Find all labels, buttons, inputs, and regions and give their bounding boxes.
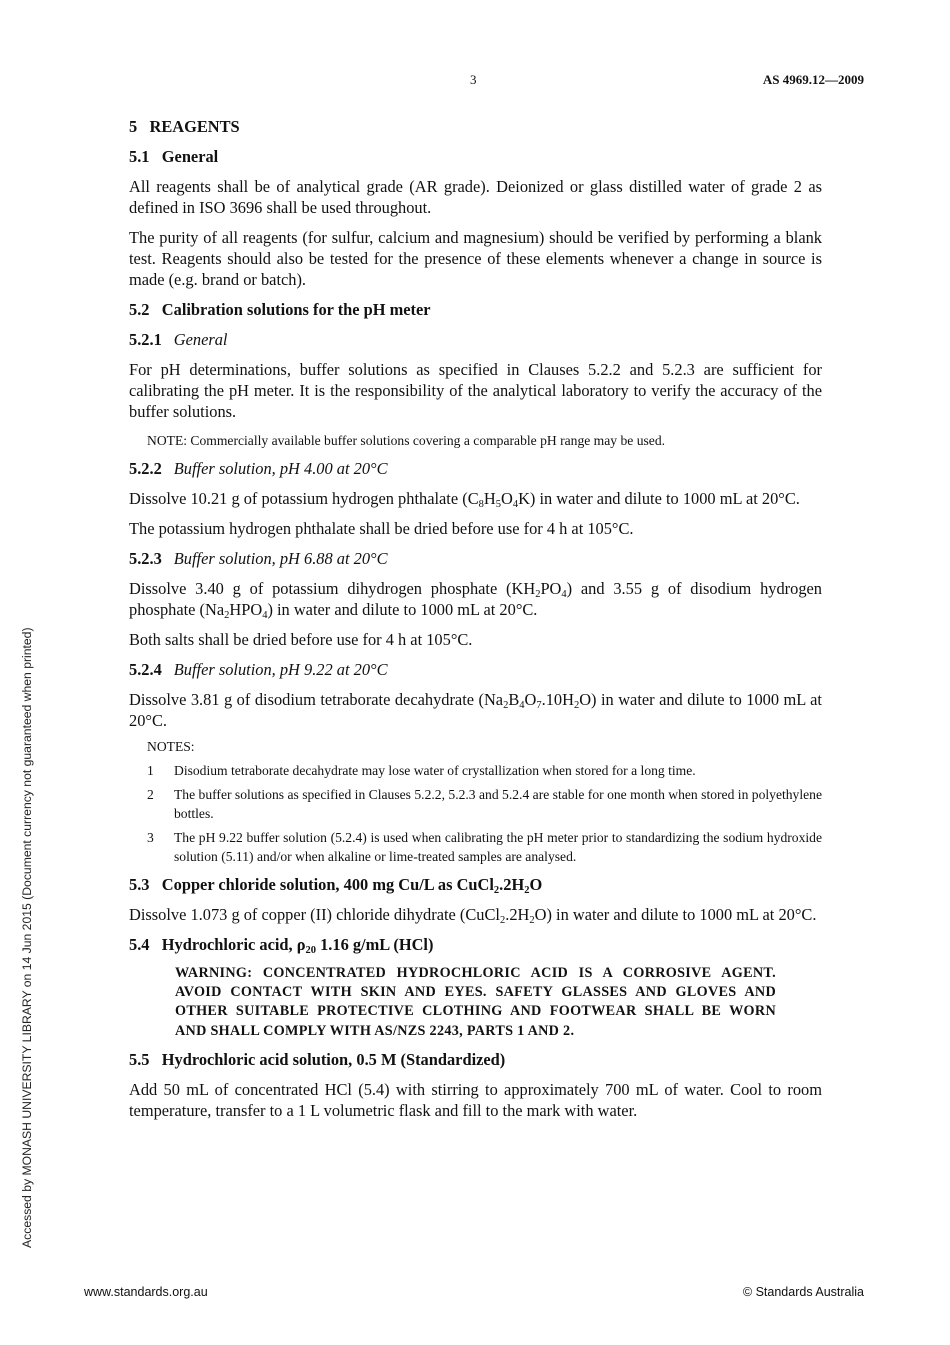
paragraph: Dissolve 3.81 g of disodium tetraborate decahydrate $(Na_2B_4O_7.10H_2O)$ in water and dilute to 1000 mL at 20°C. xyxy=(129,690,822,730)
note-number: 2 xyxy=(147,787,154,802)
section-number: 5.2.1 xyxy=(129,330,162,349)
section-5-3-heading xyxy=(129,874,822,895)
section-number: 5.1 xyxy=(129,147,150,166)
section-number: 5.2.2 xyxy=(129,459,162,478)
section-title: Buffer solution, pH 4.00 at 20°C xyxy=(173,459,388,478)
footer-website: www.standards.org.au xyxy=(84,1285,208,1299)
section-title: Calibration solutions for the pH meter xyxy=(161,300,431,319)
section-5-2-1-heading xyxy=(129,329,822,350)
paragraph: Both salts shall be dried before use for 4 h at 105°C. xyxy=(129,630,473,649)
footer-copyright: © Standards Australia xyxy=(742,1285,864,1299)
section-5-4-heading xyxy=(129,934,822,955)
section-number: 5 xyxy=(129,117,138,136)
note-text: The pH 9.22 buffer solution (5.2.4) is used when calibrating the pH meter prior to standardizing the sodium hydroxide solution (5.11) and/or when alkaline or lime-treated samples are analysed. xyxy=(174,830,822,864)
note-item xyxy=(147,761,822,780)
section-5-2-3-heading xyxy=(129,548,822,569)
section-number: 5.4 xyxy=(129,935,150,954)
section-number: 5.2.4 xyxy=(129,660,162,679)
section-title: Copper chloride solution, 400 mg Cu/L as $CuCl_2.2H_2O$ xyxy=(161,875,543,896)
section-title: General xyxy=(161,147,219,166)
paragraph: All reagents shall be of analytical grade (AR grade). Deionized or glass distilled water of grade 2 as defined in ISO 3696 shall be used throughout. xyxy=(129,177,822,217)
note-text: Disodium tetraborate decahydrate may lose water of crystallization when stored for a long time. xyxy=(174,763,696,778)
note-number: 3 xyxy=(147,830,154,845)
note: NOTE: Commercially available buffer solutions covering a comparable pH range may be used. xyxy=(147,433,666,448)
paragraph: The purity of all reagents (for sulfur, calcium and magnesium) should be verified by performing a blank test. Reagents should also be tested for the presence of these elements whenever a change in source is made (e.g. brand or batch). xyxy=(129,228,822,289)
note-number: 1 xyxy=(147,763,154,778)
section-5-heading xyxy=(129,116,822,137)
standard-reference: AS 4969.12—2009 xyxy=(762,72,864,87)
warning-text: WARNING: CONCENTRATED HYDROCHLORIC ACID IS A CORROSIVE AGENT. AVOID CONTACT WITH SKIN AND EYES. SAFETY GLASSES AND GLOVES AND OTHER SUITABLE PROTECTIVE CLOTHING AND FOOTWEAR SHALL BE WORN AND SHALL COMPLY WITH AS/NZS 2243, PARTS 1 AND 2. xyxy=(175,965,776,1039)
section-title: Buffer solution, pH 9.22 at 20°C xyxy=(173,660,388,679)
section-5-2-4-heading xyxy=(129,659,822,680)
section-title: Hydrochloric acid, $\rho_{20}$ 1.16 g/mL (HCl) xyxy=(161,935,434,956)
section-5-2-2-heading xyxy=(129,458,822,479)
document-body xyxy=(129,116,822,1130)
paragraph: Dissolve 1.073 g of copper (II) chloride dihydrate $(CuCl_2.2H_2O)$ in water and dilute to 1000 mL at 20°C. xyxy=(129,905,817,926)
section-number: 5.3 xyxy=(129,875,150,894)
paragraph: The potassium hydrogen phthalate shall be dried before use for 4 h at 105°C. xyxy=(129,519,634,538)
section-5-5-heading xyxy=(129,1049,822,1070)
paragraph: Add 50 mL of concentrated HCl (5.4) with stirring to approximately 700 mL of water. Cool to room temperature, transfer to a 1 L volumetric flask and fill to the mark with water. xyxy=(129,1079,822,1120)
section-title: Buffer solution, pH 6.88 at 20°C xyxy=(173,549,388,568)
page-number: 3 xyxy=(470,72,477,87)
section-title: General xyxy=(173,330,228,349)
access-notice: Accessed by MONASH UNIVERSITY LIBRARY on 14 Jun 2015 (Document currency not guaranteed when printed) xyxy=(20,627,34,1248)
section-5-1-heading xyxy=(129,146,822,167)
note-item xyxy=(147,785,822,823)
section-number: 5.2.3 xyxy=(129,549,162,568)
section-number: 5.2 xyxy=(129,300,150,319)
section-title: REAGENTS xyxy=(149,117,240,136)
paragraph: For pH determinations, buffer solutions as specified in Clauses 5.2.2 and 5.2.3 are sufficient for calibrating the pH meter. It is the responsibility of the analytical laboratory to verify the accuracy of the buffer solutions. xyxy=(129,360,822,421)
section-number: 5.5 xyxy=(129,1049,150,1069)
section-title: Hydrochloric acid solution, 0.5 M (Standardized) xyxy=(161,1049,506,1069)
notes-heading: NOTES: xyxy=(147,739,195,754)
paragraph: Dissolve 3.40 g of potassium dihydrogen phosphate $(KH_2PO_4)$ and 3.55 g of disodium hydrogen phosphate $(Na_2HPO_4)$ in water and dilute to 1000 mL at 20°C. xyxy=(129,579,822,621)
note-text: The buffer solutions as specified in Clauses 5.2.2, 5.2.3 and 5.2.4 are stable for one month when stored in polyethylene bottles. xyxy=(174,787,822,821)
note-item xyxy=(147,828,822,866)
section-5-2-heading xyxy=(129,299,822,320)
paragraph: Dissolve 10.21 g of potassium hydrogen phthalate $(C_8H_5O_4K)$ in water and dilute to 1000 mL at 20°C. xyxy=(129,489,800,510)
